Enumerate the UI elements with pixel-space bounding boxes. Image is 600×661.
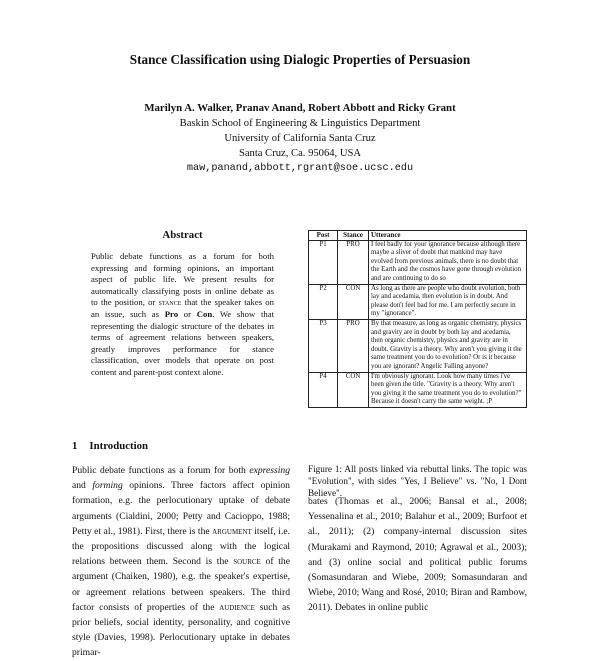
intro-audience: audience xyxy=(219,601,255,613)
cell-stance: PRO xyxy=(338,240,369,284)
table-row xyxy=(309,240,527,284)
intro-part-b: opinions. Three factors affect opinion formation, e.g. the perlocutionary uptake of debate arguments (Cialdini, 2000; Petty and Cacioppo, 1988; Petty et al., 1981). First, there is the xyxy=(72,480,290,537)
affiliation: Baskin School of Engineering & Linguistics Department xyxy=(179,118,421,129)
paper-title: Stance Classification using Dialogic Properties of Persuasion xyxy=(129,52,471,67)
section-heading-introduction xyxy=(72,440,160,452)
abstract-pro: Pro xyxy=(164,308,179,319)
abstract-con: Con xyxy=(196,308,213,319)
abstract-heading: Abstract xyxy=(162,229,203,241)
intro-part-e: such as prior beliefs, social identity, personality, and cognitive style (Davies, 1998). Perlocutionary uptake in debates primar- xyxy=(72,601,290,659)
intro-part-c: itself, i.e. the propositions discussed along with the logical relations between them. Second is the xyxy=(72,525,290,568)
figure-caption: Figure 1: All posts linked via rebuttal links. The topic was "Evolution", with sides "Yes, I Believe" vs. "No, I Dont Believe". xyxy=(308,464,527,499)
table-header-row xyxy=(309,231,527,241)
abstract-part-2: that the speaker takes on an issue, such as xyxy=(91,297,274,319)
header-utterance: Utterance xyxy=(369,231,527,241)
cell-stance: CON xyxy=(338,284,369,319)
table-row xyxy=(309,319,527,372)
intro-expressing: expressing xyxy=(249,465,290,476)
abstract-stance-term: stance xyxy=(158,297,182,308)
address: Santa Cruz, Ca. 95064, USA xyxy=(238,148,362,159)
cell-utterance: As long as there are people who doubt evolution, both lay and acedamia, then evolution is in doubt. And please don't feel bad for me. I am perfectly secure in my "ignorance". xyxy=(369,284,527,319)
intro-part-a: Public debate functions as a forum for both xyxy=(72,465,250,476)
cell-utterance: By that measure, as long as organic chemistry, physics and gravity are in doubt by both lay and acedamia, then organic chemistry, physics and gravity are in doubt. Gravity is a theory. Why aren't you giving it the same treatment you do to evolution? Or is it because you are ignorant? Angelic Falling anyone? xyxy=(369,319,527,372)
abstract-or: or xyxy=(178,308,197,319)
cell-stance: CON xyxy=(338,372,369,407)
header-post: Post xyxy=(309,231,338,241)
intro-part-d: of the argument (Chaiken, 1980), e.g. the speaker's expertise, or agreement relations between speakers. The third factor consists of properties of the xyxy=(72,556,290,613)
intro-argument: argument xyxy=(212,525,252,537)
email: maw,panand,abbott,rgrant@soe.ucsc.edu xyxy=(186,163,414,174)
abstract-part-3: . We show that representing the dialogic structure of the debates in terms of agreement relations between speakers, greatly improves performance for stance classification, over models that operate on post content and parent-post context alone. xyxy=(91,308,274,377)
author-block xyxy=(0,101,600,176)
cell-post: P1 xyxy=(309,240,338,284)
posts-table-figure xyxy=(308,230,527,408)
posts-table xyxy=(308,230,527,408)
cell-utterance: I'm obviously ignorant. Look how many times i've been given the title. "Gravity is a theory. Why aren't you giving it the same treatment you do to evolution?" Because it doesn't carry the same weight. ;P xyxy=(369,372,527,407)
cell-post: P2 xyxy=(309,284,338,319)
right-column-text: bates (Thomas et al., 2006; Bansal et al., 2008; Yessenalina et al., 2010; Balahur et al., 2009; Burfoot et al., 2011); (2) company-internal discussion sites (Murakami and Raymond, 2010; Agrawal et al., 2003); and (3) online social and political public forums (Somasundaran and Wiebe, 2009; Somasundaran and Wiebe, 2010; Wang and Rosé, 2010; Biran and Rambow, 2011). Debates in online public xyxy=(308,496,527,614)
intro-and: and xyxy=(72,480,93,492)
cell-post: P4 xyxy=(309,372,338,407)
abstract-text xyxy=(91,251,274,379)
table-row xyxy=(309,284,527,319)
cell-post: P3 xyxy=(309,319,338,372)
abstract-part-1: Public debate functions as a forum for both expressing and forming opinions, an important aspect of public life. We present results for automatically classifying posts in online debate as to the position, or xyxy=(91,251,274,308)
intro-forming: forming xyxy=(92,480,123,492)
table-row xyxy=(309,372,527,407)
section-title: Introduction xyxy=(89,440,149,452)
header-stance: Stance xyxy=(338,231,369,241)
intro-source: source xyxy=(233,556,261,568)
cell-stance: PRO xyxy=(338,319,369,372)
section-number: 1 xyxy=(72,440,78,452)
author-names: Marilyn A. Walker, Pranav Anand, Robert Abbott and Ricky Grant xyxy=(144,102,456,114)
introduction-text xyxy=(72,463,290,661)
university: University of California Santa Cruz xyxy=(224,133,376,144)
cell-utterance: I feel badly for your ignorance because although there maybe a sliver of doubt that mankind may have evolved from previous animals, there is no doubt that the Earth and the cosmos have gone through evolution and are continuing to do so xyxy=(369,240,527,284)
